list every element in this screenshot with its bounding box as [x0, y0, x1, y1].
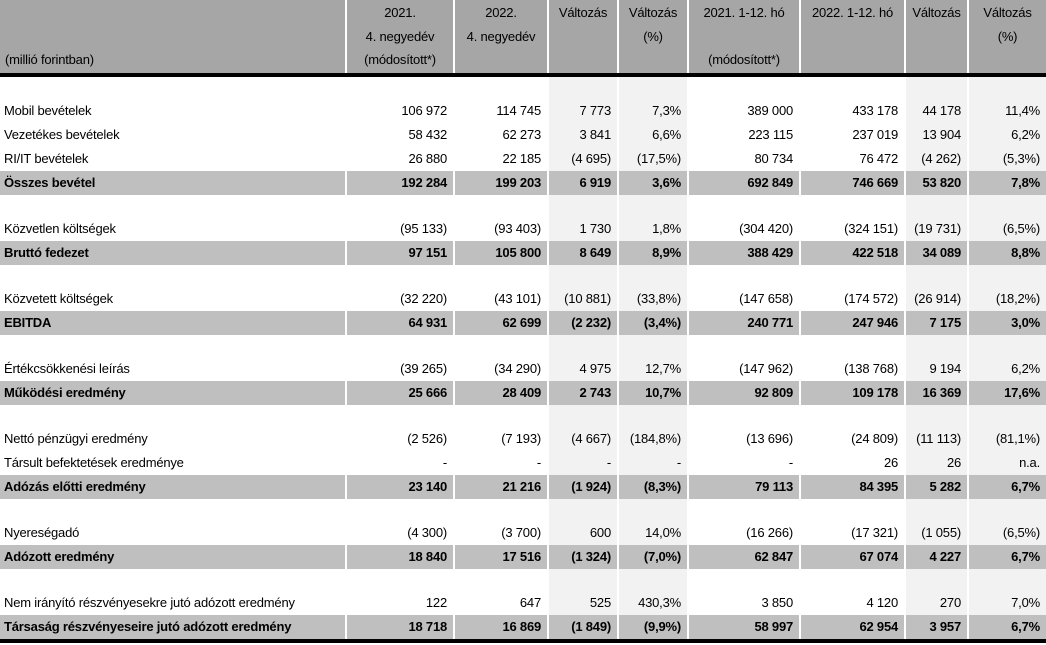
- cell-change-pct-q: (17,5%): [619, 147, 687, 171]
- cell-change-ytd: [906, 569, 967, 591]
- header-line: Változás: [628, 5, 678, 20]
- unit-label: (millió forintban): [5, 52, 94, 67]
- header-line: [5, 26, 340, 48]
- cell-ytd-2021: [689, 77, 799, 99]
- spacer-row: [0, 77, 1046, 99]
- cell-change-pct-ytd: 6,2%: [969, 123, 1046, 147]
- cell-q4-2022: 22 185: [455, 147, 547, 171]
- cell-change-q: [549, 499, 617, 521]
- cell-change-pct-q: 1,8%: [619, 217, 687, 241]
- cell-change-ytd: (19 731): [906, 217, 967, 241]
- table-row: [0, 451, 1046, 475]
- row-label: Vezetékes bevételek: [0, 123, 345, 147]
- header-line: [554, 49, 612, 71]
- cell-change-pct-ytd: [969, 499, 1046, 521]
- row-label: [0, 77, 345, 99]
- cell-change-q: 3 841: [549, 123, 617, 147]
- cell-change-pct-ytd: 6,7%: [969, 545, 1046, 569]
- cell-ytd-2021: 389 000: [689, 99, 799, 123]
- cell-change-pct-ytd: 7,8%: [969, 171, 1046, 195]
- cell-change-pct-q: 3,6%: [619, 171, 687, 195]
- header-col-q4-2022: [455, 0, 547, 73]
- cell-q4-2021: 58 432: [347, 123, 453, 147]
- cell-ytd-2021: [689, 335, 799, 357]
- table-row: [0, 99, 1046, 123]
- cell-ytd-2022: [801, 405, 904, 427]
- cell-ytd-2021: [689, 195, 799, 217]
- row-label: Adózott eredmény: [0, 545, 345, 569]
- cell-ytd-2022: 109 178: [801, 381, 904, 405]
- cell-change-pct-q: [619, 195, 687, 217]
- cell-q4-2022: [455, 499, 547, 521]
- table-row: [0, 171, 1046, 195]
- cell-change-q: 7 773: [549, 99, 617, 123]
- cell-change-pct-q: 8,9%: [619, 241, 687, 265]
- header-col-change-pct-q: [619, 0, 687, 73]
- cell-q4-2021: 26 880: [347, 147, 453, 171]
- cell-q4-2021: [347, 405, 453, 427]
- cell-change-pct-ytd: [969, 265, 1046, 287]
- table-row: [0, 147, 1046, 171]
- cell-q4-2021: (4 300): [347, 521, 453, 545]
- cell-q4-2021: 64 931: [347, 311, 453, 335]
- cell-change-ytd: 5 282: [906, 475, 967, 499]
- header-line: [5, 2, 340, 24]
- row-label: Működési eredmény: [0, 381, 345, 405]
- cell-change-pct-q: (33,8%): [619, 287, 687, 311]
- cell-change-pct-ytd: 6,2%: [969, 357, 1046, 381]
- cell-q4-2022: [455, 195, 547, 217]
- cell-ytd-2021: 3 850: [689, 591, 799, 615]
- cell-change-ytd: [906, 265, 967, 287]
- cell-ytd-2022: 433 178: [801, 99, 904, 123]
- cell-change-q: (2 232): [549, 311, 617, 335]
- header-line: Változás: [912, 5, 961, 20]
- row-label: [0, 405, 345, 427]
- cell-ytd-2022: 76 472: [801, 147, 904, 171]
- cell-q4-2022: 21 216: [455, 475, 547, 499]
- cell-change-q: 525: [549, 591, 617, 615]
- row-label: Nettó pénzügyi eredmény: [0, 427, 345, 451]
- cell-ytd-2021: [689, 405, 799, 427]
- cell-change-pct-ytd: 6,7%: [969, 475, 1046, 499]
- header-line: (módosított*): [708, 52, 780, 67]
- header-line: [624, 49, 682, 71]
- table-body: [0, 77, 1046, 639]
- cell-ytd-2022: [801, 335, 904, 357]
- cell-q4-2022: 62 273: [455, 123, 547, 147]
- cell-ytd-2021: 388 429: [689, 241, 799, 265]
- cell-change-ytd: 26: [906, 451, 967, 475]
- header-line: [806, 26, 899, 48]
- cell-change-pct-ytd: [969, 77, 1046, 99]
- cell-q4-2022: 105 800: [455, 241, 547, 265]
- spacer-row: [0, 265, 1046, 287]
- cell-change-pct-q: [619, 265, 687, 287]
- cell-q4-2021: 18 718: [347, 615, 453, 639]
- row-label: Összes bevétel: [0, 171, 345, 195]
- header-line: 2022. 1-12. hó: [811, 5, 894, 20]
- cell-change-pct-q: 7,3%: [619, 99, 687, 123]
- cell-change-pct-ytd: (6,5%): [969, 217, 1046, 241]
- cell-q4-2022: 17 516: [455, 545, 547, 569]
- cell-change-q: 4 975: [549, 357, 617, 381]
- header-col-change-ytd: [906, 0, 967, 73]
- table-row: [0, 521, 1046, 545]
- cell-q4-2022: [455, 569, 547, 591]
- cell-change-pct-q: [619, 569, 687, 591]
- header-line: 2022.: [485, 5, 517, 20]
- cell-change-ytd: (1 055): [906, 521, 967, 545]
- cell-change-ytd: 7 175: [906, 311, 967, 335]
- cell-change-pct-q: 12,7%: [619, 357, 687, 381]
- cell-q4-2021: [347, 195, 453, 217]
- header-line: [806, 49, 899, 71]
- cell-change-ytd: [906, 195, 967, 217]
- header-line: [460, 49, 542, 71]
- cell-change-q: (4 667): [549, 427, 617, 451]
- cell-ytd-2021: 223 115: [689, 123, 799, 147]
- row-label: Értékcsökkenési leírás: [0, 357, 345, 381]
- spacer-row: [0, 335, 1046, 357]
- cell-ytd-2021: 79 113: [689, 475, 799, 499]
- cell-change-ytd: 4 227: [906, 545, 967, 569]
- cell-change-q: 1 730: [549, 217, 617, 241]
- cell-change-q: (10 881): [549, 287, 617, 311]
- spacer-row: [0, 569, 1046, 591]
- cell-ytd-2022: (138 768): [801, 357, 904, 381]
- cell-q4-2022: (3 700): [455, 521, 547, 545]
- cell-ytd-2021: (13 696): [689, 427, 799, 451]
- cell-q4-2022: 647: [455, 591, 547, 615]
- cell-q4-2022: [455, 405, 547, 427]
- cell-change-q: (1 924): [549, 475, 617, 499]
- cell-change-pct-q: 10,7%: [619, 381, 687, 405]
- cell-change-q: [549, 335, 617, 357]
- cell-change-pct-ytd: 11,4%: [969, 99, 1046, 123]
- cell-change-ytd: [906, 77, 967, 99]
- cell-ytd-2022: (174 572): [801, 287, 904, 311]
- cell-ytd-2021: -: [689, 451, 799, 475]
- cell-q4-2021: 192 284: [347, 171, 453, 195]
- row-label: [0, 195, 345, 217]
- cell-q4-2021: (2 526): [347, 427, 453, 451]
- cell-change-ytd: [906, 499, 967, 521]
- cell-q4-2021: [347, 499, 453, 521]
- cell-q4-2022: (34 290): [455, 357, 547, 381]
- cell-q4-2021: [347, 335, 453, 357]
- cell-change-pct-ytd: 8,8%: [969, 241, 1046, 265]
- cell-change-pct-ytd: n.a.: [969, 451, 1046, 475]
- cell-ytd-2022: 4 120: [801, 591, 904, 615]
- cell-change-ytd: 270: [906, 591, 967, 615]
- cell-change-q: (1 324): [549, 545, 617, 569]
- row-label: Társult befektetések eredménye: [0, 451, 345, 475]
- row-label: Bruttó fedezet: [0, 241, 345, 265]
- cell-ytd-2022: [801, 499, 904, 521]
- row-label: Nem irányító részvényesekre jutó adózott eredmény: [0, 591, 345, 615]
- table-row: [0, 427, 1046, 451]
- cell-change-ytd: 44 178: [906, 99, 967, 123]
- cell-change-pct-ytd: [969, 195, 1046, 217]
- cell-change-pct-ytd: 3,0%: [969, 311, 1046, 335]
- cell-ytd-2021: [689, 499, 799, 521]
- row-label: Közvetett költségek: [0, 287, 345, 311]
- cell-q4-2021: -: [347, 451, 453, 475]
- cell-change-pct-ytd: [969, 569, 1046, 591]
- cell-change-q: 2 743: [549, 381, 617, 405]
- cell-change-ytd: 53 820: [906, 171, 967, 195]
- cell-q4-2021: [347, 569, 453, 591]
- cell-ytd-2021: (147 962): [689, 357, 799, 381]
- header-line: 2021. 1-12. hó: [703, 5, 785, 20]
- cell-q4-2021: 97 151: [347, 241, 453, 265]
- header-line: 4. negyedév: [365, 28, 435, 44]
- table-row: [0, 241, 1046, 265]
- cell-q4-2022: -: [455, 451, 547, 475]
- header-col-ytd-2022: [801, 0, 904, 73]
- header-line: [911, 49, 962, 71]
- table-row: [0, 123, 1046, 147]
- row-label: Közvetlen költségek: [0, 217, 345, 241]
- cell-change-ytd: 34 089: [906, 241, 967, 265]
- header-unit-cell: [0, 0, 345, 73]
- cell-change-q: [549, 405, 617, 427]
- cell-q4-2022: 62 699: [455, 311, 547, 335]
- table-row: [0, 545, 1046, 569]
- cell-q4-2022: (93 403): [455, 217, 547, 241]
- cell-q4-2022: (7 193): [455, 427, 547, 451]
- cell-change-pct-q: 14,0%: [619, 521, 687, 545]
- cell-change-q: (1 849): [549, 615, 617, 639]
- cell-change-q: (4 695): [549, 147, 617, 171]
- cell-q4-2021: [347, 265, 453, 287]
- cell-change-pct-q: (184,8%): [619, 427, 687, 451]
- cell-change-q: 600: [549, 521, 617, 545]
- table-row: [0, 475, 1046, 499]
- cell-change-ytd: 16 369: [906, 381, 967, 405]
- header-line: (%): [997, 28, 1018, 44]
- cell-ytd-2021: (147 658): [689, 287, 799, 311]
- cell-ytd-2021: 692 849: [689, 171, 799, 195]
- cell-ytd-2021: 58 997: [689, 615, 799, 639]
- row-label: [0, 335, 345, 357]
- cell-ytd-2022: (17 321): [801, 521, 904, 545]
- spacer-row: [0, 405, 1046, 427]
- cell-ytd-2021: 240 771: [689, 311, 799, 335]
- cell-ytd-2022: 26: [801, 451, 904, 475]
- cell-change-pct-ytd: 17,6%: [969, 381, 1046, 405]
- table-row: [0, 591, 1046, 615]
- header-col-change-pct-ytd: [969, 0, 1046, 73]
- cell-ytd-2022: 237 019: [801, 123, 904, 147]
- cell-change-ytd: [906, 335, 967, 357]
- header-col-ytd-2021: [689, 0, 799, 73]
- cell-ytd-2022: 84 395: [801, 475, 904, 499]
- cell-change-q: [549, 77, 617, 99]
- row-label: Adózás előtti eredmény: [0, 475, 345, 499]
- cell-change-pct-ytd: 7,0%: [969, 591, 1046, 615]
- table-row: [0, 615, 1046, 639]
- spacer-row: [0, 195, 1046, 217]
- cell-change-pct-ytd: (81,1%): [969, 427, 1046, 451]
- cell-change-pct-ytd: (18,2%): [969, 287, 1046, 311]
- cell-q4-2021: (32 220): [347, 287, 453, 311]
- cell-change-pct-q: 6,6%: [619, 123, 687, 147]
- cell-ytd-2022: 422 518: [801, 241, 904, 265]
- cell-change-ytd: (4 262): [906, 147, 967, 171]
- cell-change-q: -: [549, 451, 617, 475]
- row-label: Nyereségadó: [0, 521, 345, 545]
- cell-q4-2022: [455, 335, 547, 357]
- header-line: [554, 26, 612, 48]
- cell-change-pct-ytd: [969, 405, 1046, 427]
- cell-q4-2021: (95 133): [347, 217, 453, 241]
- cell-change-pct-q: [619, 405, 687, 427]
- cell-change-ytd: 13 904: [906, 123, 967, 147]
- cell-change-pct-ytd: [969, 335, 1046, 357]
- cell-change-pct-q: 430,3%: [619, 591, 687, 615]
- cell-ytd-2022: (24 809): [801, 427, 904, 451]
- table-header: [0, 0, 1046, 77]
- cell-q4-2021: 23 140: [347, 475, 453, 499]
- cell-q4-2022: (43 101): [455, 287, 547, 311]
- row-label: RI/IT bevételek: [0, 147, 345, 171]
- cell-change-ytd: (26 914): [906, 287, 967, 311]
- header-line: 4. negyedév: [466, 28, 536, 44]
- cell-ytd-2022: (324 151): [801, 217, 904, 241]
- header-line: 2021.: [384, 5, 416, 20]
- cell-q4-2022: 16 869: [455, 615, 547, 639]
- row-label: Mobil bevételek: [0, 99, 345, 123]
- cell-change-pct-ytd: (5,3%): [969, 147, 1046, 171]
- cell-change-q: 8 649: [549, 241, 617, 265]
- cell-q4-2021: 122: [347, 591, 453, 615]
- cell-ytd-2021: [689, 265, 799, 287]
- cell-q4-2022: 28 409: [455, 381, 547, 405]
- table-row: [0, 217, 1046, 241]
- header-col-q4-2021: [347, 0, 453, 73]
- cell-change-pct-q: (9,9%): [619, 615, 687, 639]
- cell-ytd-2022: 67 074: [801, 545, 904, 569]
- cell-q4-2021: 106 972: [347, 99, 453, 123]
- cell-change-pct-q: [619, 77, 687, 99]
- cell-change-pct-ytd: (6,5%): [969, 521, 1046, 545]
- header-line: (módosított*): [364, 52, 436, 67]
- row-label: [0, 499, 345, 521]
- row-label: [0, 569, 345, 591]
- table-row: [0, 311, 1046, 335]
- cell-ytd-2021: (16 266): [689, 521, 799, 545]
- cell-q4-2022: 114 745: [455, 99, 547, 123]
- row-label: Társaság részvényeseire jutó adózott eredmény: [0, 615, 345, 639]
- header-line: [974, 49, 1041, 71]
- cell-ytd-2022: [801, 265, 904, 287]
- table-row: [0, 381, 1046, 405]
- cell-q4-2021: 25 666: [347, 381, 453, 405]
- row-label: [0, 265, 345, 287]
- cell-ytd-2021: 80 734: [689, 147, 799, 171]
- cell-change-q: [549, 195, 617, 217]
- cell-ytd-2021: 62 847: [689, 545, 799, 569]
- cell-q4-2021: (39 265): [347, 357, 453, 381]
- header-line: (%): [643, 28, 663, 44]
- cell-change-pct-q: -: [619, 451, 687, 475]
- cell-change-ytd: 9 194: [906, 357, 967, 381]
- cell-q4-2022: [455, 77, 547, 99]
- cell-change-pct-q: (8,3%): [619, 475, 687, 499]
- cell-change-pct-q: [619, 335, 687, 357]
- cell-change-pct-q: (7,0%): [619, 545, 687, 569]
- header-line: [694, 26, 794, 48]
- cell-change-q: [549, 265, 617, 287]
- cell-change-pct-ytd: 6,7%: [969, 615, 1046, 639]
- row-label: EBITDA: [0, 311, 345, 335]
- header-line: [911, 26, 962, 48]
- cell-ytd-2021: [689, 569, 799, 591]
- cell-q4-2022: 199 203: [455, 171, 547, 195]
- cell-ytd-2022: [801, 77, 904, 99]
- cell-q4-2022: [455, 265, 547, 287]
- table-row: [0, 287, 1046, 311]
- cell-ytd-2021: 92 809: [689, 381, 799, 405]
- cell-q4-2021: 18 840: [347, 545, 453, 569]
- cell-ytd-2021: (304 420): [689, 217, 799, 241]
- cell-change-pct-q: (3,4%): [619, 311, 687, 335]
- header-line: Változás: [983, 5, 1032, 20]
- cell-change-ytd: [906, 405, 967, 427]
- cell-ytd-2022: [801, 569, 904, 591]
- spacer-row: [0, 499, 1046, 521]
- cell-change-ytd: (11 113): [906, 427, 967, 451]
- cell-change-pct-q: [619, 499, 687, 521]
- cell-ytd-2022: [801, 195, 904, 217]
- cell-q4-2021: [347, 77, 453, 99]
- header-col-change-q: [549, 0, 617, 73]
- cell-change-q: [549, 569, 617, 591]
- cell-change-ytd: 3 957: [906, 615, 967, 639]
- table-row: [0, 357, 1046, 381]
- cell-ytd-2022: 746 669: [801, 171, 904, 195]
- cell-ytd-2022: 247 946: [801, 311, 904, 335]
- header-line: Változás: [558, 5, 608, 20]
- cell-change-q: 6 919: [549, 171, 617, 195]
- cell-ytd-2022: 62 954: [801, 615, 904, 639]
